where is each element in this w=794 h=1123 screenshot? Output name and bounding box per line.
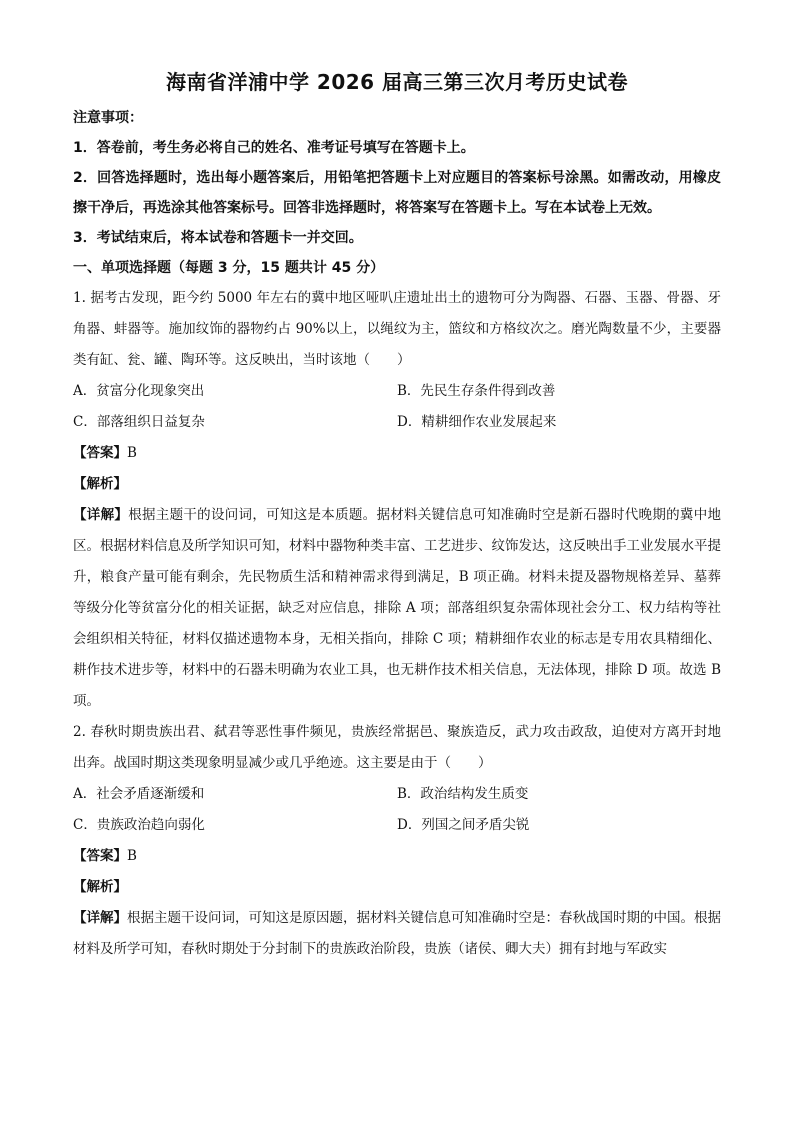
question-2 — [73, 717, 721, 965]
notice-heading: 注意事项： — [73, 110, 143, 126]
notice-item-1: 1．答卷前，考生务必将自己的姓名、准考证号填写在答题卡上。 — [73, 140, 475, 156]
question-1-detail — [73, 500, 721, 717]
answer-value: B — [127, 848, 137, 864]
question-2-option-c: C．贵族政治趋向弱化 — [73, 817, 205, 833]
answer-label: 【答案】 — [73, 445, 127, 461]
answer-label: 【答案】 — [73, 848, 127, 864]
question-2-analysis — [73, 872, 721, 903]
question-1-option-b: B．先民生存条件得到改善 — [397, 383, 556, 399]
question-2-option-a: A．社会矛盾逐渐缓和 — [73, 786, 205, 802]
question-2-answer — [73, 841, 721, 872]
question-2-options — [73, 779, 721, 841]
question-2-stem: 2. 春秋时期贵族出君、弑君等恶性事件频见，贵族经常据邑、聚族造反，武力攻击政敌，迫使对方离开封地出奔。战国时期这类现象明显减少或几乎绝迹。这主要是由于（ ） — [73, 724, 721, 771]
question-1-stem: 1. 据考古发现，距今约 5000 年左右的冀中地区哑叭庄遗址出土的遗物可分为陶器、石器、玉器、骨器、牙角器、蚌器等。施加纹饰的器物约占 90%以上，以绳纹为主，篮纹和方格纹次之。磨光陶数量不少，主要器类有缸、瓮、罐、陶环等。这反映出，当时该地（ ） — [73, 290, 721, 368]
question-1-option-a: A．贫富分化现象突出 — [73, 383, 205, 399]
question-1-analysis — [73, 469, 721, 500]
notice-item-2: 2．回答选择题时，选出每小题答案后，用铅笔把答题卡上对应题目的答案标号涂黑。如需改动，用橡皮擦干净后，再选涂其他答案标号。回答非选择题时，将答案写在答题卡上。写在本试卷上无效。 — [73, 170, 721, 216]
notice-item-3: 3．考试结束后，将本试卷和答题卡一并交回。 — [73, 230, 363, 246]
answer-value: B — [127, 445, 137, 461]
question-1 — [73, 283, 721, 717]
question-2-option-b: B．政治结构发生质变 — [397, 786, 529, 802]
question-1-answer — [73, 438, 721, 469]
question-1-option-c: C．部落组织日益复杂 — [73, 414, 205, 430]
page-content — [73, 106, 721, 965]
question-2-option-d: D．列国之间矛盾尖锐 — [397, 817, 530, 833]
question-2-detail — [73, 903, 721, 965]
question-1-option-d: D．精耕细作农业发展起来 — [397, 414, 557, 430]
question-1-options — [73, 376, 721, 438]
analysis-label: 【解析】 — [73, 879, 127, 895]
analysis-label: 【解析】 — [73, 476, 127, 492]
detail-label: 【详解】 — [73, 507, 129, 523]
page-title: 海南省洋浦中学 2026 届高三第三次月考历史试卷 — [165, 70, 629, 94]
detail-label: 【详解】 — [73, 910, 127, 926]
detail-text: 根据主题干设问词，可知这是原因题，据材料关键信息可知准确时空是：春秋战国时期的中国。根据材料及所学可知，春秋时期处于分封制下的贵族政治阶段，贵族（诸侯、卿大夫）拥有封地与军政实 — [73, 910, 721, 957]
detail-text: 根据主题干的设问词，可知这是本质题。据材料关键信息可知准确时空是新石器时代晚期的冀中地区。根据材料信息及所学知识可知，材料中器物种类丰富、工艺进步、纹饰发达，这反映出手工业发展水平提升，粮食产量可能有剩余，先民物质生活和精神需求得到满足，B 项正确。材料未提及器物规格差异、墓葬等级分化等贫富分化的相关证据，缺乏对应信息，排除 A 项；部落组织复杂需体现社会分工、权力结构等社会组织相关特征，材料仅描述遗物本身，无相关指向，排除 C 项；精耕细作农业的标志是专用农具精细化、耕作技术进步等，材料中的石器未明确为农业工具，也无耕作技术相关信息，无法体现，排除 D 项。故选 B 项。 — [73, 507, 722, 709]
section-heading: 一、单项选择题（每题 3 分，15 题共计 45 分） — [73, 260, 385, 276]
